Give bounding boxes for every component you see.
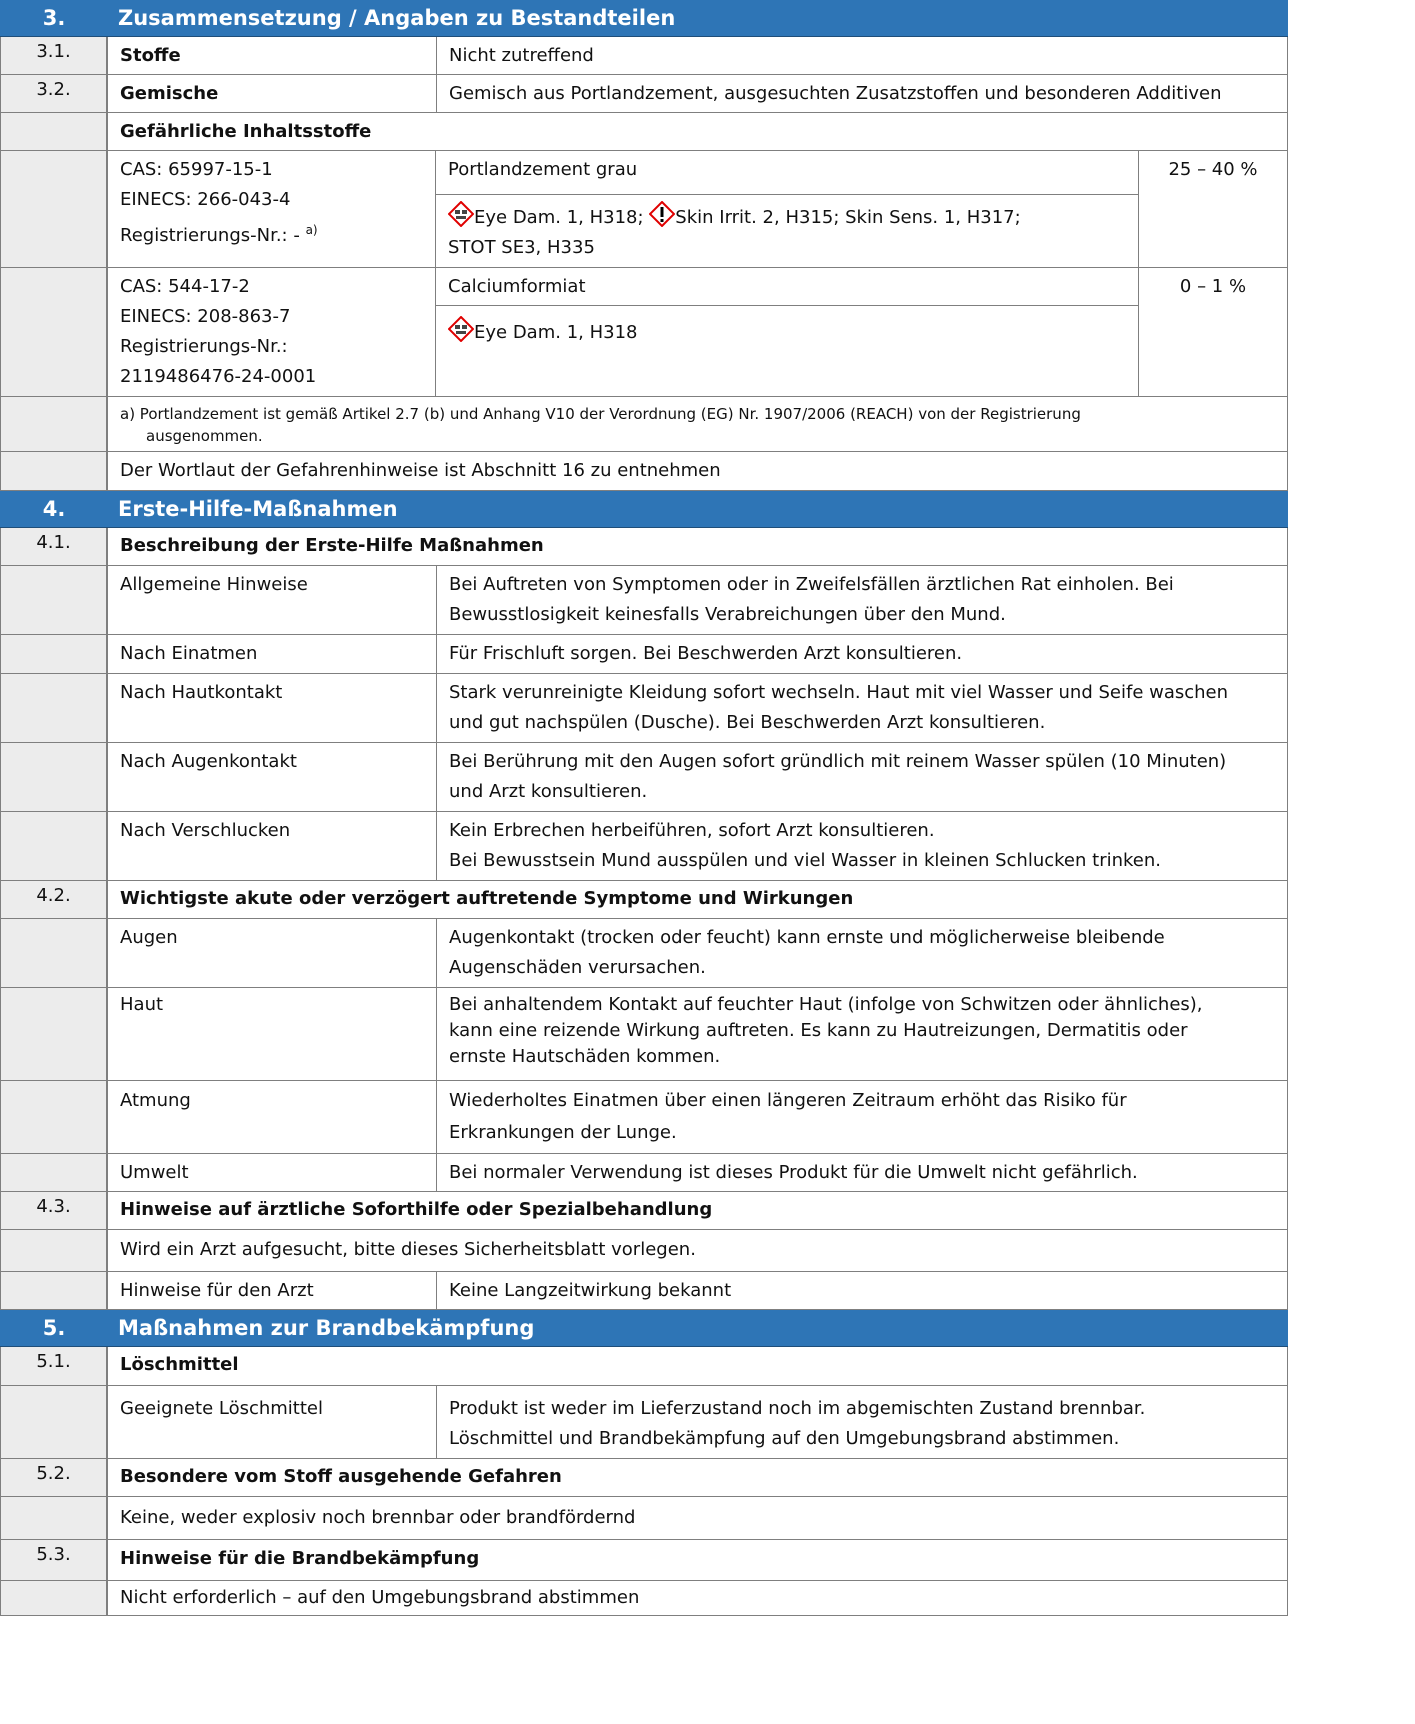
row-number: 5.2. <box>0 1459 108 1496</box>
component-identifiers <box>108 268 436 396</box>
symptom-row <box>0 1154 1288 1192</box>
symptom-label: Atmung <box>108 1081 437 1153</box>
doctor-hint-label: Hinweise für den Arzt <box>108 1272 437 1309</box>
symptom-text <box>437 919 1287 987</box>
text-line: Bei Auftreten von Symptomen oder in Zweifelsfällen ärztlichen Rat einholen. Bei <box>449 574 1174 595</box>
first-aid-row <box>0 566 1288 635</box>
row-heading: Löschmittel <box>120 1354 239 1375</box>
row-number-blank <box>0 988 108 1080</box>
row-4-1 <box>0 528 1288 566</box>
row-number-blank <box>0 113 108 150</box>
ghs-exclamation-icon <box>649 201 675 227</box>
row-3-1 <box>0 37 1288 75</box>
first-aid-row <box>0 812 1288 881</box>
classification-eye: Eye Dam. 1, H318; <box>474 207 644 228</box>
component-name: Portlandzement grau <box>436 151 1138 195</box>
symptom-row <box>0 919 1288 988</box>
first-aid-label: Nach Augenkontakt <box>108 743 437 811</box>
row-number-blank <box>0 151 108 267</box>
text-line: Stark verunreinigte Kleidung sofort wechseln. Haut mit viel Wasser und Seife waschen <box>449 682 1229 703</box>
row-number: 3.1. <box>0 37 108 74</box>
extinguishing-text <box>437 1386 1287 1458</box>
row-heading: Hinweise für die Brandbekämpfung <box>120 1548 480 1569</box>
fire-row <box>0 1581 1288 1616</box>
first-aid-label: Nach Hautkontakt <box>108 674 437 742</box>
footnote-line: ausgenommen. <box>146 427 263 445</box>
row-number-blank <box>0 397 108 451</box>
row-number-blank <box>0 1581 108 1615</box>
symptom-row <box>0 988 1288 1081</box>
component-percentage: 0 – 1 % <box>1179 276 1247 297</box>
row-number-blank <box>0 812 108 880</box>
wording-note: Der Wortlaut der Gefahrenhinweise ist Abschnitt 16 zu entnehmen <box>120 460 721 481</box>
row-heading: Hinweise auf ärztliche Soforthilfe oder Spezialbehandlung <box>120 1199 713 1220</box>
extinguishing-label: Geeignete Löschmittel <box>108 1386 437 1458</box>
text-line: Kein Erbrechen herbeiführen, sofort Arzt konsultieren. <box>449 820 935 841</box>
row-value: Nicht zutreffend <box>449 45 594 66</box>
row-number-blank <box>0 1230 108 1271</box>
first-aid-row <box>0 635 1288 674</box>
section-5-header <box>0 1310 1288 1347</box>
row-number-blank <box>0 1386 108 1458</box>
ghs-corrosion-icon <box>448 201 474 227</box>
row-4-3 <box>0 1192 1288 1230</box>
footnote-row <box>0 397 1288 452</box>
classification-eye: Eye Dam. 1, H318 <box>474 322 638 343</box>
section-number: 4. <box>42 497 66 521</box>
first-aid-text <box>437 566 1287 634</box>
classification-skin: Skin Irrit. 2, H315; Skin Sens. 1, H317; <box>675 207 1021 228</box>
first-aid-row <box>0 674 1288 743</box>
row-heading: Besondere vom Stoff ausgehende Gefahren <box>120 1466 562 1487</box>
einecs-number: EINECS: 208-863-7 <box>120 306 291 327</box>
row-number-blank <box>0 268 108 396</box>
registration-number <box>120 215 423 251</box>
symptom-row <box>0 1081 1288 1154</box>
row-5-2 <box>0 1459 1288 1497</box>
component-classification <box>436 306 1138 352</box>
row-number: 5.3. <box>0 1540 108 1580</box>
footnote-ref: a) <box>305 223 318 237</box>
text-line: Bei Bewusstsein Mund ausspülen und viel Wasser in kleinen Schlucken trinken. <box>449 850 1161 871</box>
component-identifiers <box>108 151 436 267</box>
symptom-text <box>437 988 1287 1080</box>
component-classification <box>436 195 1138 267</box>
fire-text: Nicht erforderlich – auf den Umgebungsbrand abstimmen <box>120 1587 640 1608</box>
row-number: 5.1. <box>0 1347 108 1385</box>
row-number-blank <box>0 1081 108 1153</box>
row-number-blank <box>0 1272 108 1309</box>
first-aid-row <box>0 743 1288 812</box>
doctor-note-row <box>0 1230 1288 1272</box>
component-name: Calciumformiat <box>436 268 1138 306</box>
doctor-hint-row <box>0 1272 1288 1310</box>
first-aid-label: Nach Einatmen <box>108 635 437 673</box>
extinguishing-row <box>0 1386 1288 1459</box>
row-3-2 <box>0 75 1288 113</box>
component-details <box>436 151 1139 267</box>
text-line: ernste Hautschäden kommen. <box>449 1046 721 1067</box>
component-row <box>0 151 1288 268</box>
row-number-blank <box>0 1154 108 1191</box>
section-title: Zusammensetzung / Angaben zu Bestandteilen <box>118 6 676 30</box>
text-line: und Arzt konsultieren. <box>449 781 648 802</box>
row-label: Gemische <box>108 75 437 112</box>
row-heading: Wichtigste akute oder verzögert auftretende Symptome und Wirkungen <box>120 888 854 909</box>
row-number-blank <box>0 452 108 490</box>
text-line: Produkt ist weder im Lieferzustand noch im abgemischten Zustand brennbar. <box>449 1398 1146 1419</box>
section-3-header <box>0 0 1288 37</box>
registration-number: Registrierungs-Nr.: <box>120 336 288 357</box>
text-line: Bei Berührung mit den Augen sofort gründlich mit reinem Wasser spülen (10 Minuten) <box>449 751 1227 772</box>
text-line: und gut nachspülen (Dusche). Bei Beschwerden Arzt konsultieren. <box>449 712 1046 733</box>
component-percentage: 25 – 40 % <box>1168 159 1258 180</box>
classification-stot: STOT SE3, H335 <box>448 237 595 258</box>
section-number: 3. <box>42 6 66 30</box>
text-line: Bewusstlosigkeit keinesfalls Verabreichungen über den Mund. <box>449 604 1006 625</box>
section-title: Erste-Hilfe-Maßnahmen <box>118 497 398 521</box>
text-line: Augenkontakt (trocken oder feucht) kann ernste und möglicherweise bleibende <box>449 927 1165 948</box>
row-number: 4.2. <box>0 881 108 918</box>
cas-number: CAS: 544-17-2 <box>120 276 250 297</box>
component-row <box>0 268 1288 397</box>
doctor-hint-value: Keine Langzeitwirkung bekannt <box>449 1280 732 1301</box>
text-line: kann eine reizende Wirkung auftreten. Es kann zu Hautreizungen, Dermatitis oder <box>449 1020 1188 1041</box>
component-details <box>436 268 1139 396</box>
danger-text: Keine, weder explosiv noch brennbar oder brandfördernd <box>120 1507 636 1528</box>
row-number-blank <box>0 635 108 673</box>
text-line: Erkrankungen der Lunge. <box>449 1122 677 1143</box>
row-number-blank <box>0 674 108 742</box>
row-number-blank <box>0 743 108 811</box>
section-number: 5. <box>42 1316 66 1340</box>
hazardous-heading-row <box>0 113 1288 151</box>
row-number: 3.2. <box>0 75 108 112</box>
registration-number-value: 2119486476-24-0001 <box>120 366 317 387</box>
text-line: Augenschäden verursachen. <box>449 957 706 978</box>
row-number: 4.1. <box>0 528 108 565</box>
first-aid-text <box>437 743 1287 811</box>
footnote-line: a) Portlandzement ist gemäß Artikel 2.7 (b) und Anhang V10 der Verordnung (EG) Nr. 1907/2006 (REACH) von der Registrierung <box>120 405 1081 423</box>
row-number: 4.3. <box>0 1192 108 1229</box>
first-aid-text <box>437 812 1287 880</box>
registration-text: Registrierungs-Nr.: - <box>120 225 300 246</box>
row-value: Gemisch aus Portlandzement, ausgesuchten Zusatzstoffen und besonderen Additiven <box>449 83 1222 104</box>
row-number-blank <box>0 566 108 634</box>
row-number-blank <box>0 1497 108 1539</box>
einecs-number: EINECS: 266-043-4 <box>120 189 291 210</box>
row-4-2 <box>0 881 1288 919</box>
symptom-text <box>437 1081 1287 1153</box>
first-aid-label: Allgemeine Hinweise <box>108 566 437 634</box>
row-5-1 <box>0 1347 1288 1386</box>
section-title: Maßnahmen zur Brandbekämpfung <box>118 1316 535 1340</box>
cas-number: CAS: 65997-15-1 <box>120 159 273 180</box>
first-aid-text <box>437 674 1287 742</box>
first-aid-label: Nach Verschlucken <box>108 812 437 880</box>
first-aid-text: Für Frischluft sorgen. Bei Beschwerden Arzt konsultieren. <box>449 643 963 664</box>
symptom-label: Haut <box>108 988 437 1080</box>
row-label: Stoffe <box>108 37 437 74</box>
symptom-text: Bei normaler Verwendung ist dieses Produkt für die Umwelt nicht gefährlich. <box>449 1162 1138 1183</box>
symptom-label: Umwelt <box>108 1154 437 1191</box>
section-4-header <box>0 491 1288 528</box>
row-5-3 <box>0 1540 1288 1581</box>
row-heading: Beschreibung der Erste-Hilfe Maßnahmen <box>120 535 544 556</box>
symptom-label: Augen <box>108 919 437 987</box>
wording-row <box>0 452 1288 491</box>
text-line: Wiederholtes Einatmen über einen längeren Zeitraum erhöht das Risiko für <box>449 1090 1127 1111</box>
ghs-corrosion-icon <box>448 316 474 342</box>
hazardous-heading: Gefährliche Inhaltsstoffe <box>120 121 372 142</box>
danger-row <box>0 1497 1288 1540</box>
text-line: Löschmittel und Brandbekämpfung auf den Umgebungsbrand abstimmen. <box>449 1428 1120 1449</box>
text-line: Bei anhaltendem Kontakt auf feuchter Haut (infolge von Schwitzen oder ähnliches), <box>449 994 1203 1015</box>
row-number-blank <box>0 919 108 987</box>
footnote <box>108 397 1093 451</box>
doctor-note: Wird ein Arzt aufgesucht, bitte dieses Sicherheitsblatt vorlegen. <box>120 1239 696 1260</box>
